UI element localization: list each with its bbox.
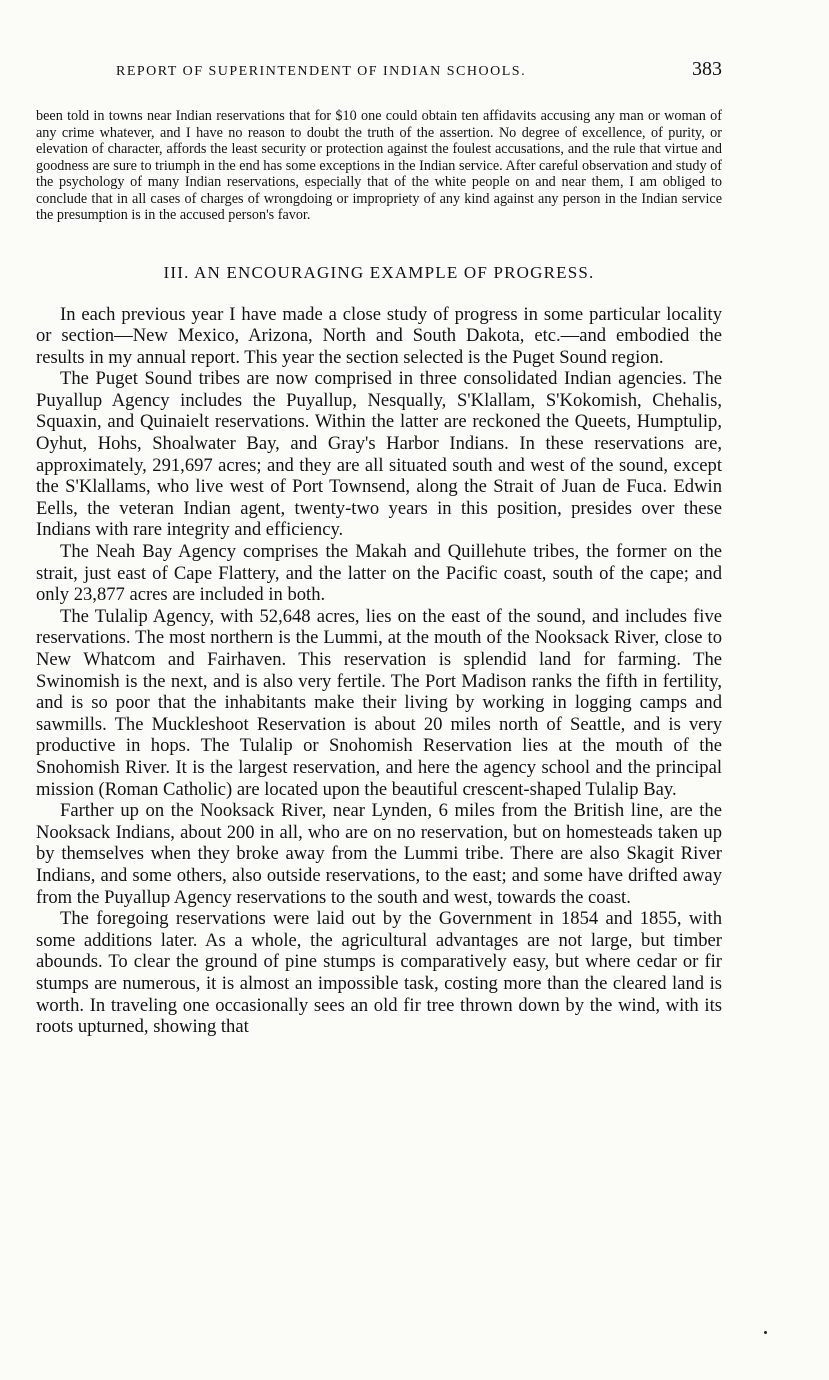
paragraph-5: Farther up on the Nooksack River, near Lynden, 6 miles from the British line, are the Nooksack Indians, about 200 in all, who are on no reservation, but on homesteads taken up by themselves when they broke away from the Lummi tribe. There are also Skagit River Indians, and some others, also outside reservations, to the east; and some have drifted away from the Puyallup Agency reservations to the south and west, towards the coast. xyxy=(36,800,722,908)
paragraph-4: The Tulalip Agency, with 52,648 acres, lies on the east of the sound, and includes five reservations. The most northern is the Lummi, at the mouth of the Nooksack River, close to New Whatcom and Fairhaven. This reservation is splendid land for farming. The Swinomish is the next, and is also very fertile. The Port Madison ranks the fifth in fertility, and is so poor that the inhabitants make their living by working in logging camps and sawmills. The Muckleshoot Reservation is about 20 miles north of Seattle, and is very productive in hops. The Tulalip or Snohomish Reservation lies at the mouth of the Snohomish River. It is the largest reservation, and here the agency school and the principal mission (Roman Catholic) are located upon the beautiful crescent-shaped Tulalip Bay. xyxy=(36,605,722,800)
document-page xyxy=(36,58,722,1038)
intro-paragraph: been told in towns near Indian reservations that for $10 one could obtain ten affidavits accusing any man or woman of any crime whatever, and I have no reason to doubt the truth of the assertion. No degree of excellence, of purity, or elevation of character, affords the least security or protection against the foulest accusations, and the rule that virtue and goodness are sure to triumph in the end has some exceptions in the Indian service. After careful observation and study of the psychology of many Indian reservations, especially that of the white people on and near them, I am obliged to conclude that in all cases of charges of wrongdoing or impropriety of any kind against any person in the Indian service the presumption is in the accused person's favor. xyxy=(36,108,722,223)
running-header xyxy=(36,58,722,92)
running-title: REPORT OF SUPERINTENDENT OF INDIAN SCHOOLS. xyxy=(116,64,527,79)
paragraph-6: The foregoing reservations were laid out by the Government in 1854 and 1855, with some additions later. As a whole, the agricultural advantages are not large, but timber abounds. To clear the ground of pine stumps is comparatively easy, but where cedar or fir stumps are numerous, it is almost an impossible task, costing more than the cleared land is worth. In traveling one occasionally sees an old fir tree thrown down by the wind, with its roots upturned, showing that xyxy=(36,908,722,1038)
paragraph-3: The Neah Bay Agency comprises the Makah and Quillehute tribes, the former on the strait, just east of Cape Flattery, and the latter on the Pacific coast, south of the cape; and only 23,877 acres are included in both. xyxy=(36,541,722,606)
page-number: 383 xyxy=(692,58,722,80)
section-heading: III. AN ENCOURAGING EXAMPLE OF PROGRESS. xyxy=(163,262,595,282)
scan-speck xyxy=(764,1331,767,1334)
paragraph-2: The Puget Sound tribes are now comprised in three consolidated Indian agencies. The Puyallup Agency includes the Puyallup, Nesqually, S'Klallam, S'Kokomish, Chehalis, Squaxin, and Quinaielt reservations. Within the latter are reckoned the Queets, Humptulip, Oyhut, Hohs, Shoalwater Bay, and Gray's Harbor Indians. In these reservations are, approximately, 291,697 acres; and they are all situated south and west of the sound, except the S'Klallams, who live west of Port Townsend, along the Strait of Juan de Fuca. Edwin Eells, the veteran Indian agent, twenty-two years in this position, presides over these Indians with rare integrity and efficiency. xyxy=(36,368,722,541)
paragraph-1: In each previous year I have made a close study of progress in some particular locality or section—New Mexico, Arizona, North and South Dakota, etc.—and embodied the results in my annual report. This year the section selected is the Puget Sound region. xyxy=(36,303,722,368)
